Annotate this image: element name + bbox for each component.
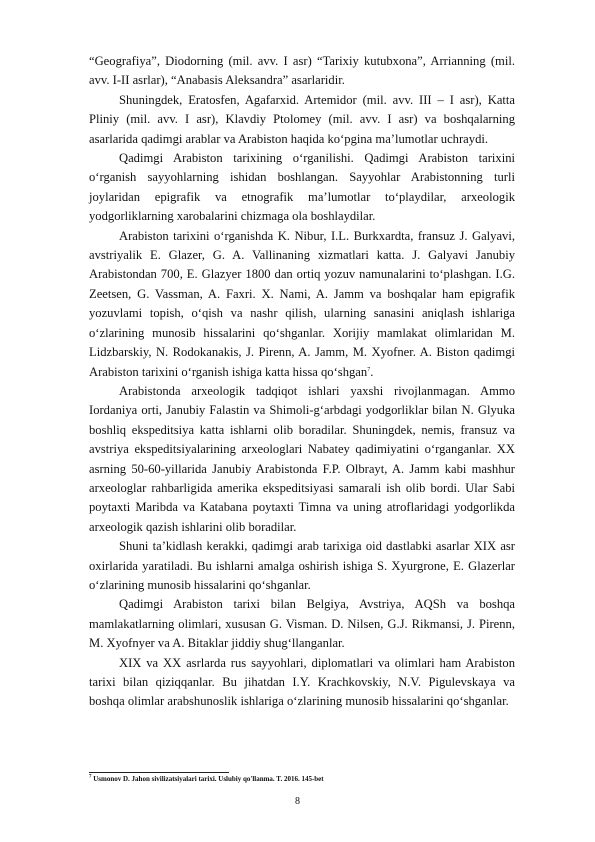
paragraph-7: Qadimgi Arabiston tarixi bilan Belgiya, Avstriya, AQSh va boshqa mamlakatlarning olimlari, xususan G. Visman. D. Nilsen, G.J. Rikmansi, J. Pirenn, M. Xyofnyer va A. Bitaklar jiddiy shug‘llanganlar. [89, 597, 515, 651]
paragraph-8: XIX va XX asrlarda rus sayyohlari, diplomatlari va olimlari ham Arabiston tarixi bilan qiziqqanlar. Bu jihatdan I.Y. Krachkovskiy, N.V. Pigulevskaya va boshqa olimlar arabshunoslik ishlariga o‘zlarining munosib hissalarini qo‘shganlar. [89, 655, 515, 709]
paragraph-1: “Geografiya”, Diodorning (mil. avv. I asr) “Tarixiy kutubxona”, Arrianning (mil. avv. I-II asrlar), “Anabasis Aleksandra” asarlaridir. [89, 54, 515, 88]
footnote [89, 774, 515, 784]
paragraph-4-end: . [370, 364, 374, 379]
paragraph-3: Qadimgi Arabiston tarixining o‘rganilishi. Qadimgi Arabiston tarixini o‘rganish sayyohlarning ishidan boshlangan. Sayyohlar Arabistonning turli joylaridan epigrafik va etnografik ma’lumotlar to‘playdilar, arxeologik yodgorliklarning xarobalarini chizmaga ola boshlaydilar. [89, 151, 515, 224]
document-body [89, 52, 515, 712]
paragraph-6: Shuni ta’kidlash kerakki, qadimgi arab tarixiga oid dastlabki asarlar XIX asr oxirlarida yaratiladi. Bu ishlarni amalga oshirish ishiga S. Xyurgrone, E. Glazerlar o‘zlarining munosib hissalarini qo‘shganlar. [89, 539, 515, 592]
paragraph-2: Shuningdek, Eratosfen, Agafarxid. Artemidor (mil. avv. III – I asr), Katta Pliniy (mil. avv. I asr), Klavdiy Ptolomey (mil. avv. I asr) va boshqalarning asarlarida qadimgi arablar va Arabiston haqida ko‘pgina ma’lumotlar uchraydi. [89, 92, 515, 146]
paragraph-4-text: Arabiston tarixini o‘rganishda K. Nibur, I.L. Burkxardta, fransuz J. Galyavi, avstriyalik E. Glazer, G. A. Vallinaning xizmatlari katta. J. Galyavi Janubiy Arabistondan 700, E. Glazyer 1800 dan ortiq yozuv namunalarini to‘plashgan. I.G. Zeetsen, G. Vassman, A. Faxri. X. Nami, A. Jamm va boshqalar ham epigrafik yozuvlami topish, o‘qish va nashr qilish, ularning sanasini aniqlash ishlariga o‘zlarining munosib hissalarini qo‘shganlar. Xorijiy mamlakat olimlaridan M. Lidzbarskiy, N. Rodokanakis, J. Pirenn, A. Jamm, M. Xyofner. A. Biston qadimgi Arabiston tarixini o‘rganish ishiga katta hissa qo‘shgan [89, 228, 515, 379]
footnote-reference: 7 [367, 366, 371, 373]
footnote-text: Usmonov D. Jahon sivilizatsiyalari tarixi. Uslubiy qo'llanma. T. 2016. 145-bet [93, 775, 324, 783]
page-number: 8 [295, 796, 300, 807]
footnote-number: 7 [89, 774, 92, 780]
footnote-divider [89, 772, 229, 773]
paragraph-5: Arabistonda arxeologik tadqiqot ishlari yaxshi rivojlanmagan. Ammo Iordaniya orti, Janubiy Falastin va Shimoli-g‘arbdagi yodgorliklar bilan N. Glyuka boshliq ekspeditsiya katta ishlarni olib boradilar. Shuningdek, nemis, fransuz va avstriya ekspeditsiyalarining arxeologlari Nabatey qadimiyatini o‘rganganlar. XX asrning 50-60-yillarida Janubiy Arabistonda F.P. Olbrayt, A. Jamm kabi mashhur arxeologlar rahbarligida amerika ekspeditsiyasi samarali ish olib bordi. Ular Sabi poytaxti Maribda va Katabana poytaxti Timna va uning atroflaridagi yodgorlikda arxeologik qazish ishlarini olib boradilar. [89, 383, 515, 534]
paragraph-4 [89, 227, 515, 382]
